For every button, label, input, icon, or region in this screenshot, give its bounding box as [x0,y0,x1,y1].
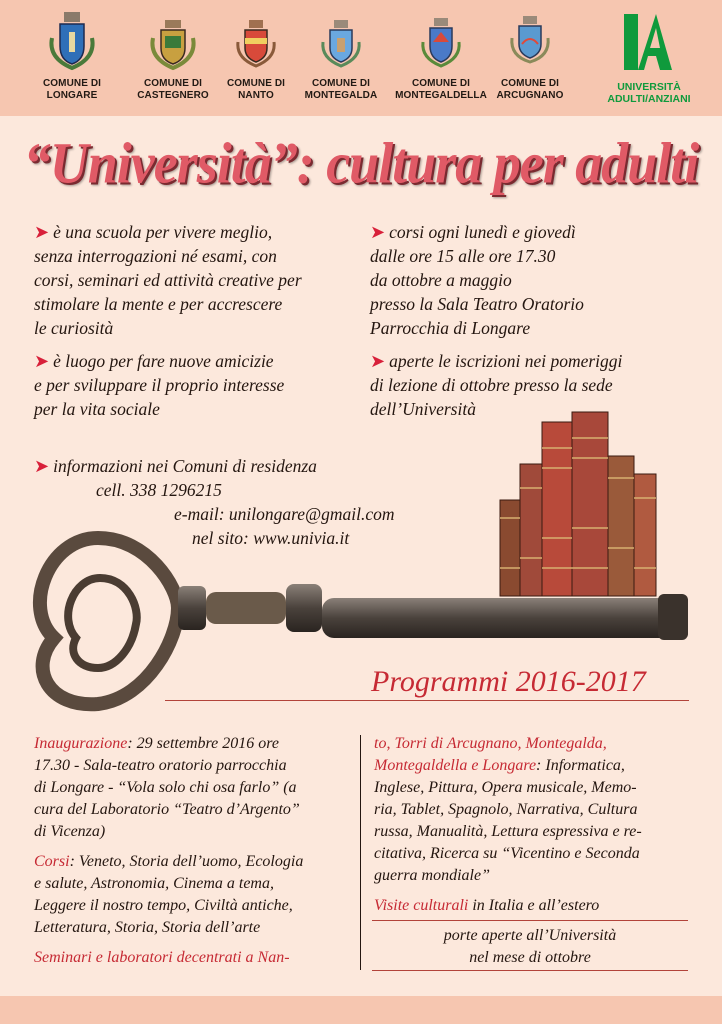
bullet-text: e per sviluppare il proprio interesse [34,375,285,395]
left-column [34,733,346,969]
bullet-text: senza interrogazioni né esami, con [34,246,277,266]
info-line: informazioni nei Comuni di residenza [53,456,317,476]
municipality-label-line2: ARCUGNANO [496,90,564,101]
paragraph-line: citativa, Ricerca su “Vicentino e Seconda [374,845,640,862]
paragraph-line: Inglese, Pittura, Opera musicale, Memo- [374,779,637,796]
nanto-coat-of-arms-icon [226,8,286,72]
municipality-label-line2: NANTO [238,90,274,101]
castegnero-coat-of-arms-icon [143,8,203,72]
longare-coat-of-arms-icon [42,8,102,72]
open-days-bottom-rule [372,970,688,971]
paragraph-line: russa, Manualità, Lettura espressiva e re- [374,823,642,840]
bullet-text: da ottobre a maggio [370,270,512,290]
open-days-line: nel mese di ottobre [469,949,591,966]
municipality-label-line1: COMUNE DI [226,78,286,89]
bullet-text: corsi ogni lunedì e giovedì [389,222,576,242]
paragraph-line: in Italia e all’estero [468,897,600,914]
info-email[interactable]: e-mail: unilongare@gmail.com [174,504,395,524]
right-column [374,733,688,917]
courses-label: Corsi [34,853,70,870]
municipality-arcugnano [470,8,590,102]
municipality-label-line1: COMUNE DI [311,78,371,89]
column-divider [360,735,361,970]
programs-divider [165,700,689,701]
paragraph-line: Leggere il nostro tempo, Civiltà antiche, [34,897,293,914]
left-bullet-2 [34,349,354,421]
university-label-line2: ADULTI/ANZIANI [607,93,691,105]
inauguration-paragraph [34,733,346,843]
bullet-text: di lezione di ottobre presso la sede [370,375,613,395]
bullet-text: per la vita sociale [34,399,160,419]
info-website[interactable]: nel sito: www.univia.it [192,528,350,548]
bullet-text: le curiosità [34,318,114,338]
municipality-label-line2: CASTEGNERO [137,90,209,101]
paragraph-line: : 29 settembre 2016 ore [127,735,279,752]
inauguration-label: Inaugurazione [34,735,128,752]
bullet-text: è una scuola per vivere meglio, [53,222,273,242]
arrow-icon: ➤ [34,456,50,476]
left-bullet-1 [34,220,354,340]
municipality-label-line1: COMUNE DI [42,78,102,89]
places-line: Montegaldella e Longare [374,757,537,774]
paragraph-line: : Veneto, Storia dell’uomo, Ecologia [69,853,304,870]
university-label-line1: UNIVERSITÀ [617,81,681,93]
arcugnano-coat-of-arms-icon [500,8,560,72]
arrow-icon: ➤ [370,222,386,242]
paragraph-line: : Informatica, [536,757,625,774]
municipality-label-line1: COMUNE DI [143,78,203,89]
montegalda-coat-of-arms-icon [311,8,371,72]
bullet-text: Parrocchia di Longare [370,318,531,338]
university-logo-block [594,10,704,105]
open-days-top-rule [372,920,688,921]
bullet-text: dalle ore 15 alle ore 17.30 [370,246,556,266]
municipality-label-line1: COMUNE DI [500,78,560,89]
bullet-text: presso la Sala Teatro Oratorio [370,294,584,314]
footer-band [0,996,722,1024]
paragraph-line: 17.30 - Sala-teatro oratorio parrocchia [34,757,287,774]
bullet-text: aperte le iscrizioni nei pomeriggi [389,351,623,371]
programs-title: Programmi 2016-2017 [371,665,646,698]
bullet-text: stimolare la mente e per accrescere [34,294,283,314]
bullet-text: corsi, seminari ed attività creative per [34,270,302,290]
municipality-label-line2: LONGARE [46,90,98,101]
paragraph-line: di Vicenza) [34,823,106,840]
bullet-text: dell’Università [370,399,476,419]
arrow-icon: ➤ [370,351,386,371]
paragraph-line: Letteratura, Storia, Storia dell’arte [34,919,261,936]
courses-paragraph [34,851,346,939]
arrow-icon: ➤ [34,351,50,371]
arrow-icon: ➤ [34,222,50,242]
paragraph-line: ria, Tablet, Spagnolo, Narrativa, Cultura [374,801,638,818]
visits-label: Visite culturali [374,897,469,914]
seminars-paragraph: Seminari e laboratori decentrati a Nan- [34,949,290,966]
paragraph-line: guerra mondiale” [374,867,490,884]
municipality-label-line2: MONTEGALDA [304,90,378,101]
municipality-label-line2: MONTEGALDELLA [395,90,487,101]
paragraph-line: di Longare - “Vola solo chi osa farlo” (a [34,779,297,796]
info-phone: cell. 338 1296215 [96,480,222,500]
paragraph-line: e salute, Astronomia, Cinema a tema, [34,875,274,892]
places-line: to, Torri di Arcugnano, Montegalda, [374,735,607,752]
visits-paragraph [374,895,688,917]
bullet-text: è luogo per fare nuove amicizie [53,351,274,371]
montegaldella-coat-of-arms-icon [411,8,471,72]
open-days-line: porte aperte all’Università [443,927,617,944]
right-bullet-1 [370,220,700,340]
page-title: “Università”: cultura per adulti [23,130,699,196]
open-days-notice [372,925,688,969]
paragraph-line: cura del Laboratorio “Teatro d’Argento” [34,801,300,818]
workshops-paragraph [374,733,688,887]
university-logo-icon [614,10,684,74]
municipality-label-line1: COMUNE DI [411,78,471,89]
